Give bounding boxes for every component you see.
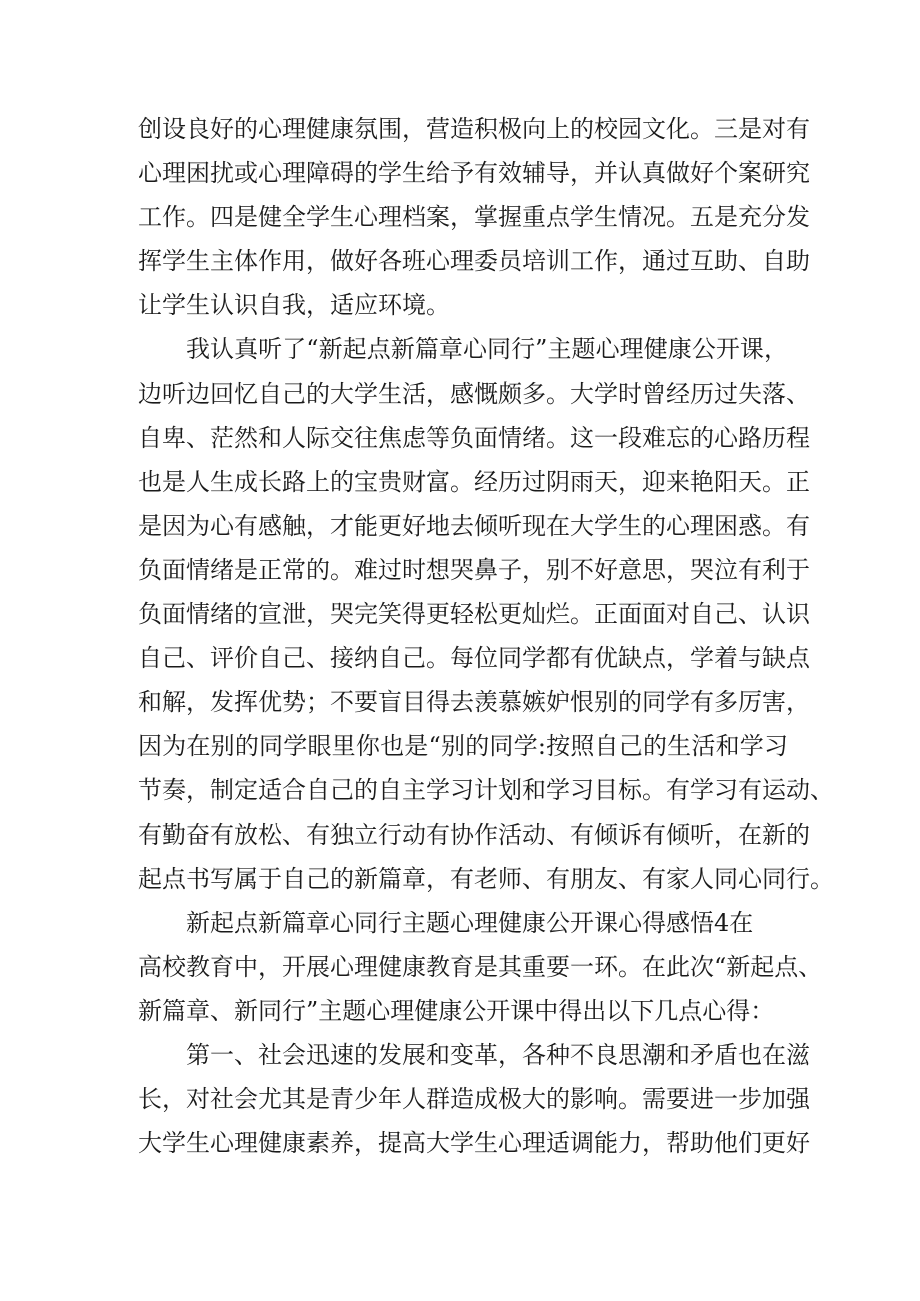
body-line: 创设良好的心理健康氛围，营造积极向上的校园文化。三是对有 [138,115,810,143]
body-line: 自己、评价自己、接纳自己。每位同学都有优缺点，学着与缺点 [138,644,810,673]
body-line: 第一、社会迅速的发展和变革，各种不良思潮和矛盾也在滋 [186,1040,810,1069]
body-line: 工作。四是健全学生心理档案，掌握重点学生情况。五是充分发 [138,203,810,232]
body-line: 边听边回忆自己的大学生活，感慨颇多。大学时曾经历过失落、 [138,379,810,408]
section-heading-line: 新起点新篇章心同行主题心理健康公开课心得感悟4在 [186,908,754,937]
body-line: 和解，发挥优势；不要盲目得去羡慕嫉妒恨别的同学有多厉害， [138,688,810,717]
body-line: 心理困扰或心理障碍的学生给予有效辅导，并认真做好个案研究 [138,159,810,188]
body-line: 负面情绪是正常的。难过时想哭鼻子，别不好意思，哭泣有利于 [138,555,810,584]
document-body [138,107,834,1165]
body-line: 大学生心理健康素养，提高大学生心理适调能力，帮助他们更好 [138,1129,810,1158]
body-line: 因为在别的同学眼里你也是“别的同学:按照自己的生活和学习 [138,732,788,761]
body-line: 新篇章、新同行”主题心理健康公开课中得出以下几点心得： [138,996,775,1025]
body-line: 长，对社会尤其是青少年人群造成极大的影响。需要进一步加强 [138,1085,810,1114]
body-line: 起点书写属于自己的新篇章，有老师、有朋友、有家人同心同行。 [138,864,834,893]
body-line: 节奏，制定适合自己的自主学习计划和学习目标。有学习有运动、 [138,776,834,805]
body-line: 有勤奋有放松、有独立行动有协作活动、有倾诉有倾听，在新的 [138,820,810,849]
body-line: 负面情绪的宣泄，哭完笑得更轻松更灿烂。正面面对自己、认识 [138,600,810,629]
body-line: 挥学生主体作用，做好各班心理委员培训工作，通过互助、自助 [138,247,810,276]
body-line: 我认真听了“新起点新篇章心同行”主题心理健康公开课， [186,335,788,364]
body-line: 是因为心有感触，才能更好地去倾听现在大学生的心理困惑。有 [138,511,810,540]
body-line: 也是人生成长路上的宝贵财富。经历过阴雨天，迎来艳阳天。正 [138,467,810,496]
body-line: 让学生认识自我，适应环境。 [138,291,450,320]
body-line: 高校教育中，开展心理健康教育是其重要一环。在此次“新起点、 [138,952,823,981]
body-line: 自卑、茫然和人际交往焦虑等负面情绪。这一段难忘的心路历程 [138,423,810,452]
